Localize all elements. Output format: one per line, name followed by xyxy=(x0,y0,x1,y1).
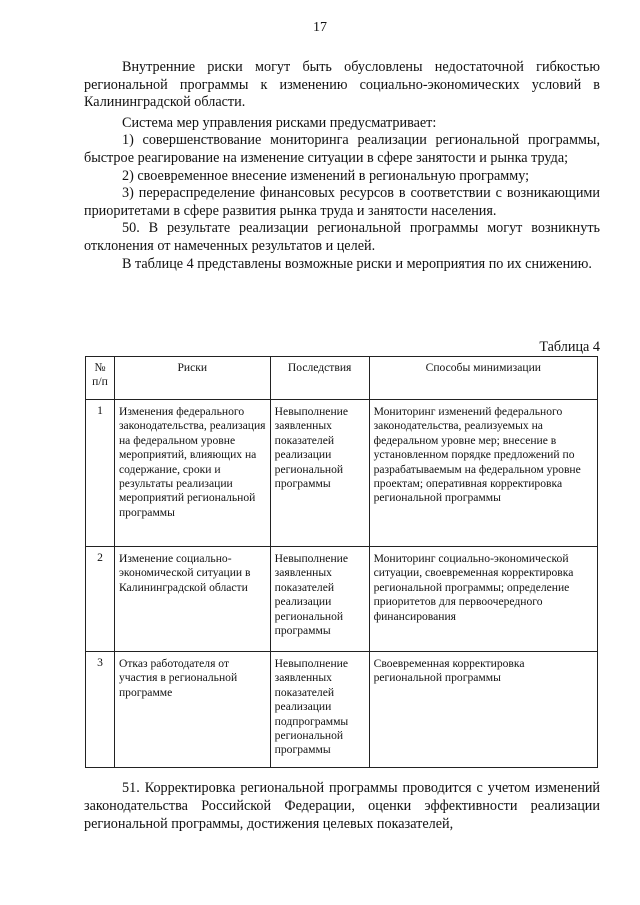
closing-text xyxy=(84,779,600,833)
paragraph-51: 51. Корректировка региональной программы проводится с учетом изменений законодательства Российской Федерации, оценки эффективности реализации региональной программы, достижения целевых показателей, xyxy=(84,780,600,832)
page-number: 17 xyxy=(313,20,327,35)
row-mitigation: Мониторинг социально-экономической ситуации, своевременная корректировка региональной программы; определение приоритетов для первоочередного финансирования xyxy=(369,547,597,652)
row-risk: Изменения федерального законодательства, реализация на федеральном уровне мероприятий, влияющих на содержание, сроки и результаты реализации мероприятий региональной программы xyxy=(114,400,270,547)
table-caption: Таблица 4 xyxy=(539,339,600,355)
table-header-row xyxy=(86,357,598,400)
paragraph-measure-1: 1) совершенствование мониторинга реализации региональной программы, быстрое реагирование на изменение ситуации в сфере занятости и рынка труда; xyxy=(84,132,600,166)
paragraph-measure-3: 3) перераспределение финансовых ресурсов в соответствии с возникающими приоритетами в сфере развития рынка труда и занятости населения. xyxy=(84,185,600,219)
row-consequence: Невыполнение заявленных показателей реализации региональной программы xyxy=(270,400,369,547)
paragraph-measures-intro: Система мер управления рисками предусматривает: xyxy=(122,114,437,131)
row-mitigation: Своевременная корректировка региональной программы xyxy=(369,652,597,768)
header-risks: Риски xyxy=(114,357,270,400)
header-mitigation: Способы минимизации xyxy=(369,357,597,400)
table-row xyxy=(86,547,598,652)
paragraph-measure-2: 2) своевременное внесение изменений в региональную программу; xyxy=(122,167,530,184)
paragraph-50: 50. В результате реализации региональной программы могут возникнуть отклонения от намеченных результатов и целей. xyxy=(84,220,600,254)
header-consequences: Последствия xyxy=(270,357,369,400)
header-number: № п/п xyxy=(86,357,115,400)
body-text xyxy=(84,59,600,273)
row-number: 2 xyxy=(86,547,115,652)
row-number: 1 xyxy=(86,400,115,547)
row-risk: Отказ работодателя от участия в региональной программе xyxy=(114,652,270,768)
paragraph-internal-risks: Внутренние риски могут быть обусловлены недостаточной гибкостью региональной программы к изменению социально-экономических условий в Калининградской области. xyxy=(84,59,600,111)
risks-table xyxy=(85,356,598,768)
row-number: 3 xyxy=(86,652,115,768)
row-mitigation: Мониторинг изменений федерального законодательства, реализуемых на федеральном уровне мер; внесение в установленном порядке предложений по разрабатываемым на федеральном уровне проектам; оперативная корректировка региональной программы xyxy=(369,400,597,547)
table-row xyxy=(86,400,598,547)
paragraph-table-intro: В таблице 4 представлены возможные риски и мероприятия по их снижению. xyxy=(122,255,592,272)
row-consequence: Невыполнение заявленных показателей реализации региональной программы xyxy=(270,547,369,652)
table-row xyxy=(86,652,598,768)
row-risk: Изменение социально-экономической ситуации в Калининградской области xyxy=(114,547,270,652)
row-consequence: Невыполнение заявленных показателей реализации подпрограммы региональной программы xyxy=(270,652,369,768)
